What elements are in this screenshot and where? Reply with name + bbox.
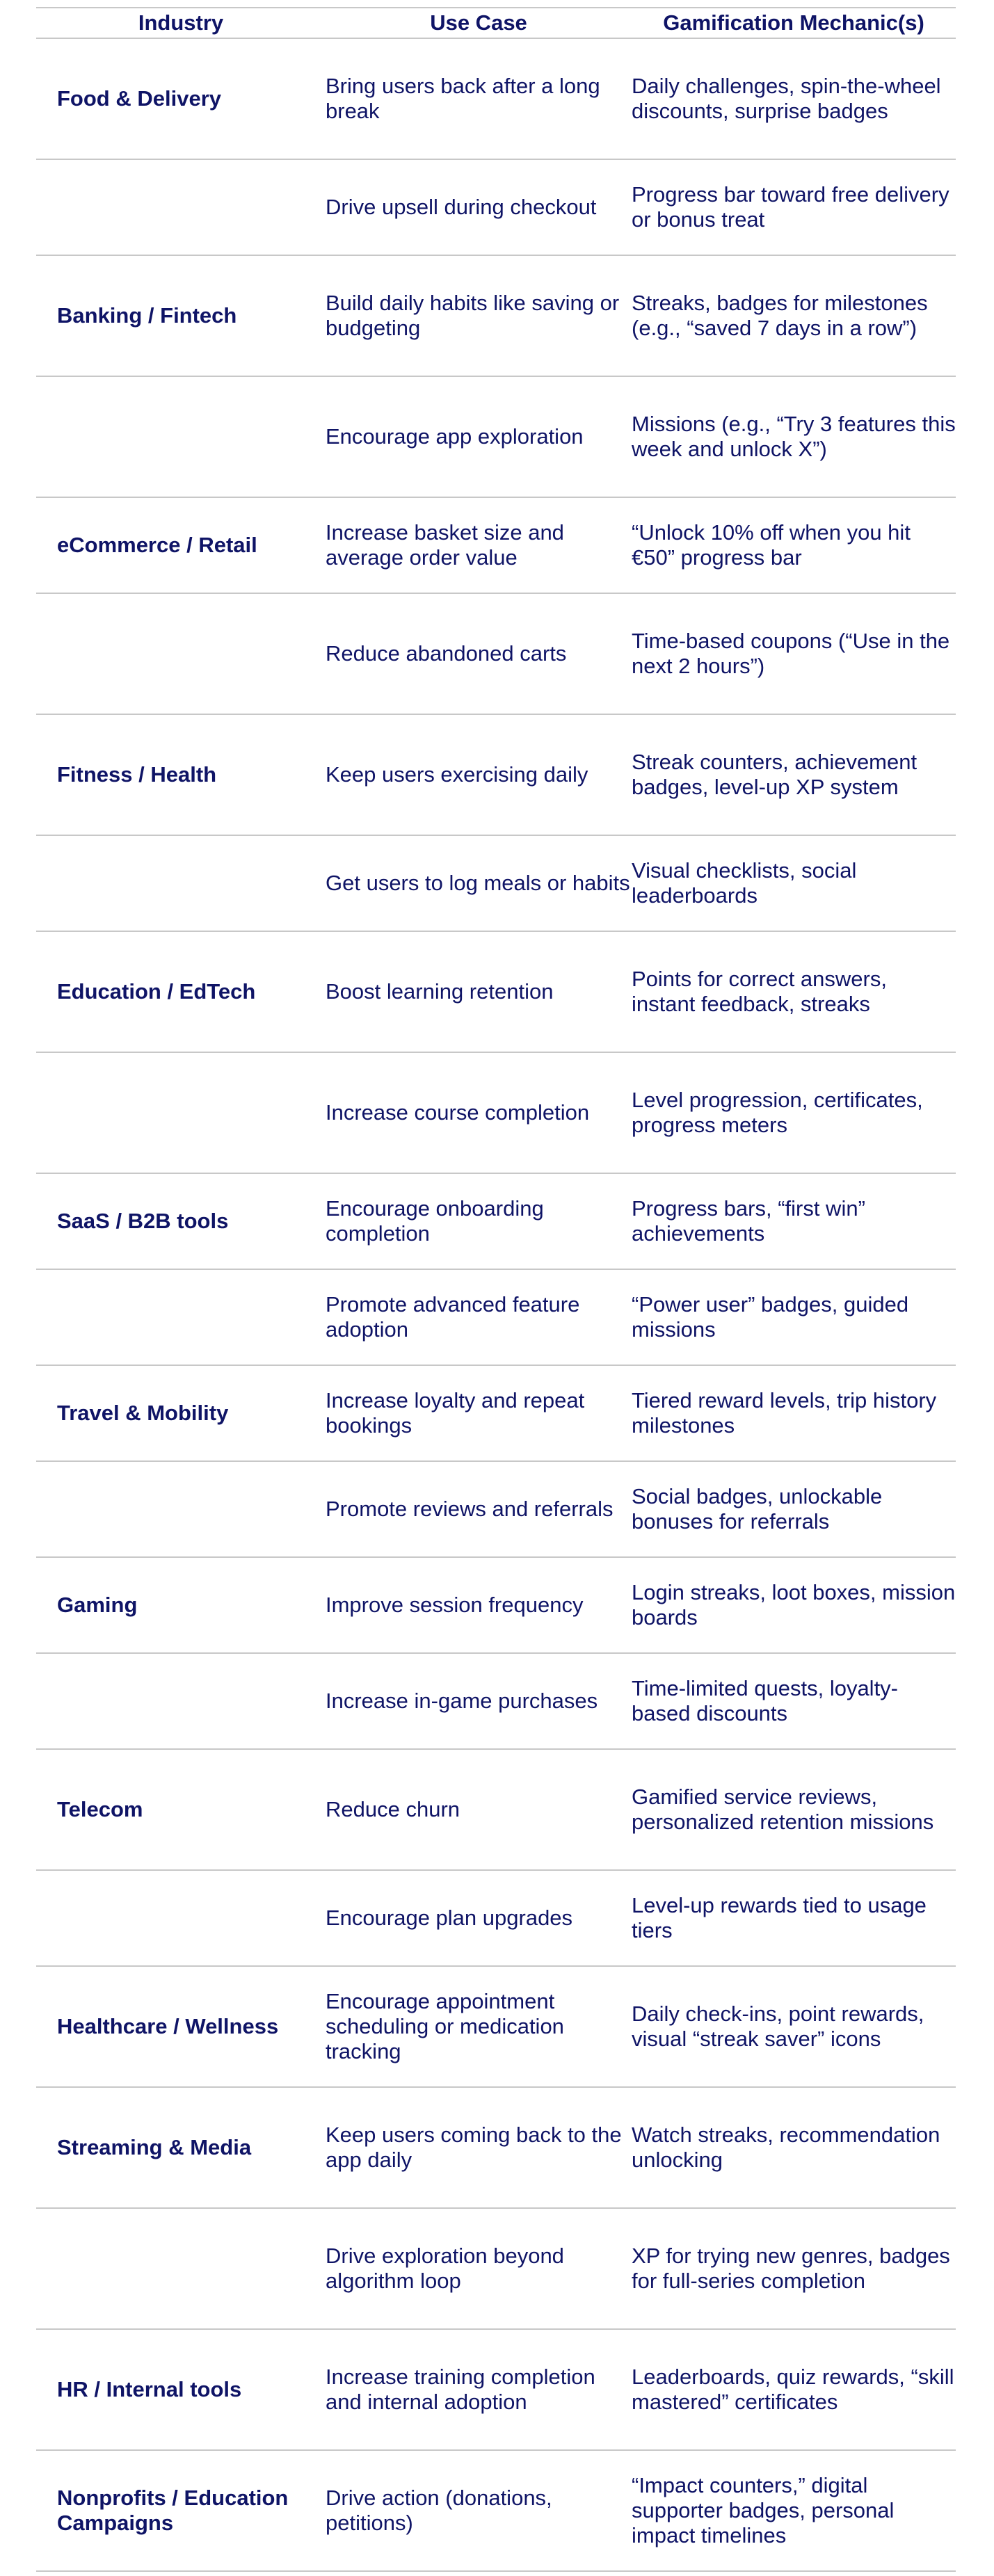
industry-cell: Nonprofits / Education Campaigns bbox=[57, 2486, 289, 2535]
use-case-cell: Drive action (donations, petitions) bbox=[326, 2486, 552, 2535]
industry-cell: Food & Delivery bbox=[57, 86, 221, 111]
gamification-table bbox=[36, 7, 956, 2572]
use-case-cell: Encourage app exploration bbox=[326, 424, 584, 449]
use-case-cell: Reduce abandoned carts bbox=[326, 641, 567, 666]
use-case-cell: Increase course completion bbox=[326, 1100, 590, 1125]
table-row bbox=[36, 2451, 956, 2572]
table-row bbox=[36, 1174, 956, 1270]
table-row bbox=[36, 715, 956, 836]
table-row bbox=[36, 39, 956, 160]
table-row bbox=[36, 1750, 956, 1871]
industry-cell: Telecom bbox=[57, 1797, 143, 1821]
table-row bbox=[36, 1558, 956, 1654]
use-case-cell: Encourage appointment scheduling or medication tracking bbox=[326, 1989, 564, 2063]
mechanics-cell: Streak counters, achievement badges, level-up XP system bbox=[632, 750, 917, 799]
use-case-cell: Keep users coming back to the app daily bbox=[326, 2123, 622, 2172]
table-row bbox=[36, 256, 956, 377]
use-case-cell: Encourage onboarding completion bbox=[326, 1196, 544, 1246]
use-case-cell: Bring users back after a long break bbox=[326, 74, 600, 123]
mechanics-cell: Gamified service reviews, personalized retention missions bbox=[632, 1785, 934, 1834]
mechanics-cell: Social badges, unlockable bonuses for referrals bbox=[632, 1484, 883, 1533]
industry-cell: Education / EdTech bbox=[57, 979, 256, 1004]
industry-cell: Gaming bbox=[57, 1593, 138, 1617]
header-mechanics: Gamification Mechanic(s) bbox=[663, 10, 924, 35]
mechanics-cell: Progress bar toward free delivery or bonus treat bbox=[632, 182, 949, 232]
mechanics-cell: Streaks, badges for milestones (e.g., “saved 7 days in a row”) bbox=[632, 291, 928, 340]
mechanics-cell: Login streaks, loot boxes, mission boards bbox=[632, 1580, 956, 1629]
industry-cell: SaaS / B2B tools bbox=[57, 1209, 229, 1233]
use-case-cell: Drive exploration beyond algorithm loop bbox=[326, 2244, 564, 2293]
mechanics-cell: “Impact counters,” digital supporter badges, personal impact timelines bbox=[632, 2473, 895, 2547]
mechanics-cell: Tiered reward levels, trip history milestones bbox=[632, 1388, 937, 1438]
table-row bbox=[36, 1366, 956, 1462]
table-header bbox=[36, 7, 956, 39]
use-case-cell: Encourage plan upgrades bbox=[326, 1906, 573, 1930]
table-row bbox=[36, 377, 956, 498]
table-row bbox=[36, 1462, 956, 1558]
use-case-cell: Increase in-game purchases bbox=[326, 1689, 598, 1713]
table-row bbox=[36, 1053, 956, 1174]
header-industry: Industry bbox=[138, 10, 224, 35]
use-case-cell: Reduce churn bbox=[326, 1797, 460, 1821]
industry-cell: Streaming & Media bbox=[57, 2135, 252, 2159]
mechanics-cell: Daily check-ins, point rewards, visual “streak saver” icons bbox=[632, 2002, 924, 2051]
use-case-cell: Improve session frequency bbox=[326, 1593, 584, 1617]
use-case-cell: Increase training completion and internal adoption bbox=[326, 2365, 595, 2414]
header-use-case: Use Case bbox=[430, 10, 527, 35]
mechanics-cell: “Unlock 10% off when you hit €50” progress bar bbox=[632, 520, 911, 570]
mechanics-cell: Level progression, certificates, progress meters bbox=[632, 1088, 923, 1137]
table-row bbox=[36, 2330, 956, 2451]
use-case-cell: Get users to log meals or habits bbox=[326, 871, 630, 895]
table-row bbox=[36, 932, 956, 1053]
use-case-cell: Build daily habits like saving or budgeting bbox=[326, 291, 620, 340]
industry-cell: Healthcare / Wellness bbox=[57, 2014, 279, 2038]
use-case-cell: Boost learning retention bbox=[326, 979, 554, 1004]
table-row bbox=[36, 160, 956, 256]
industry-cell: eCommerce / Retail bbox=[57, 533, 257, 557]
use-case-cell: Promote reviews and referrals bbox=[326, 1497, 614, 1521]
mechanics-cell: Daily challenges, spin-the-wheel discounts, surprise badges bbox=[632, 74, 941, 123]
mechanics-cell: Points for correct answers, instant feedback, streaks bbox=[632, 967, 887, 1016]
use-case-cell: Keep users exercising daily bbox=[326, 762, 588, 787]
table-row bbox=[36, 1871, 956, 1967]
mechanics-cell: Time-based coupons (“Use in the next 2 hours”) bbox=[632, 629, 950, 678]
industry-cell: Banking / Fintech bbox=[57, 303, 237, 328]
industry-cell: HR / Internal tools bbox=[57, 2377, 242, 2401]
mechanics-cell: Leaderboards, quiz rewards, “skill mastered” certificates bbox=[632, 2365, 954, 2414]
table-row bbox=[36, 1654, 956, 1750]
use-case-cell: Promote advanced feature adoption bbox=[326, 1292, 580, 1342]
table-row bbox=[36, 836, 956, 932]
use-case-cell: Drive upsell during checkout bbox=[326, 195, 597, 219]
table-row bbox=[36, 498, 956, 594]
mechanics-cell: Watch streaks, recommendation unlocking bbox=[632, 2123, 940, 2172]
mechanics-cell: XP for trying new genres, badges for full-series completion bbox=[632, 2244, 950, 2293]
use-case-cell: Increase loyalty and repeat bookings bbox=[326, 1388, 585, 1438]
mechanics-cell: Missions (e.g., “Try 3 features this week and unlock X”) bbox=[632, 412, 956, 461]
mechanics-cell: Progress bars, “first win” achievements bbox=[632, 1196, 865, 1246]
mechanics-cell: Time-limited quests, loyalty-based discounts bbox=[632, 1676, 899, 1725]
mechanics-cell: “Power user” badges, guided missions bbox=[632, 1292, 909, 1342]
table-row bbox=[36, 594, 956, 715]
mechanics-cell: Level-up rewards tied to usage tiers bbox=[632, 1893, 927, 1942]
industry-cell: Travel & Mobility bbox=[57, 1401, 229, 1425]
table-row bbox=[36, 1967, 956, 2088]
table-row bbox=[36, 2088, 956, 2209]
use-case-cell: Increase basket size and average order value bbox=[326, 520, 564, 570]
table-row bbox=[36, 1270, 956, 1366]
mechanics-cell: Visual checklists, social leaderboards bbox=[632, 858, 857, 908]
industry-cell: Fitness / Health bbox=[57, 762, 217, 787]
table-row bbox=[36, 2209, 956, 2330]
